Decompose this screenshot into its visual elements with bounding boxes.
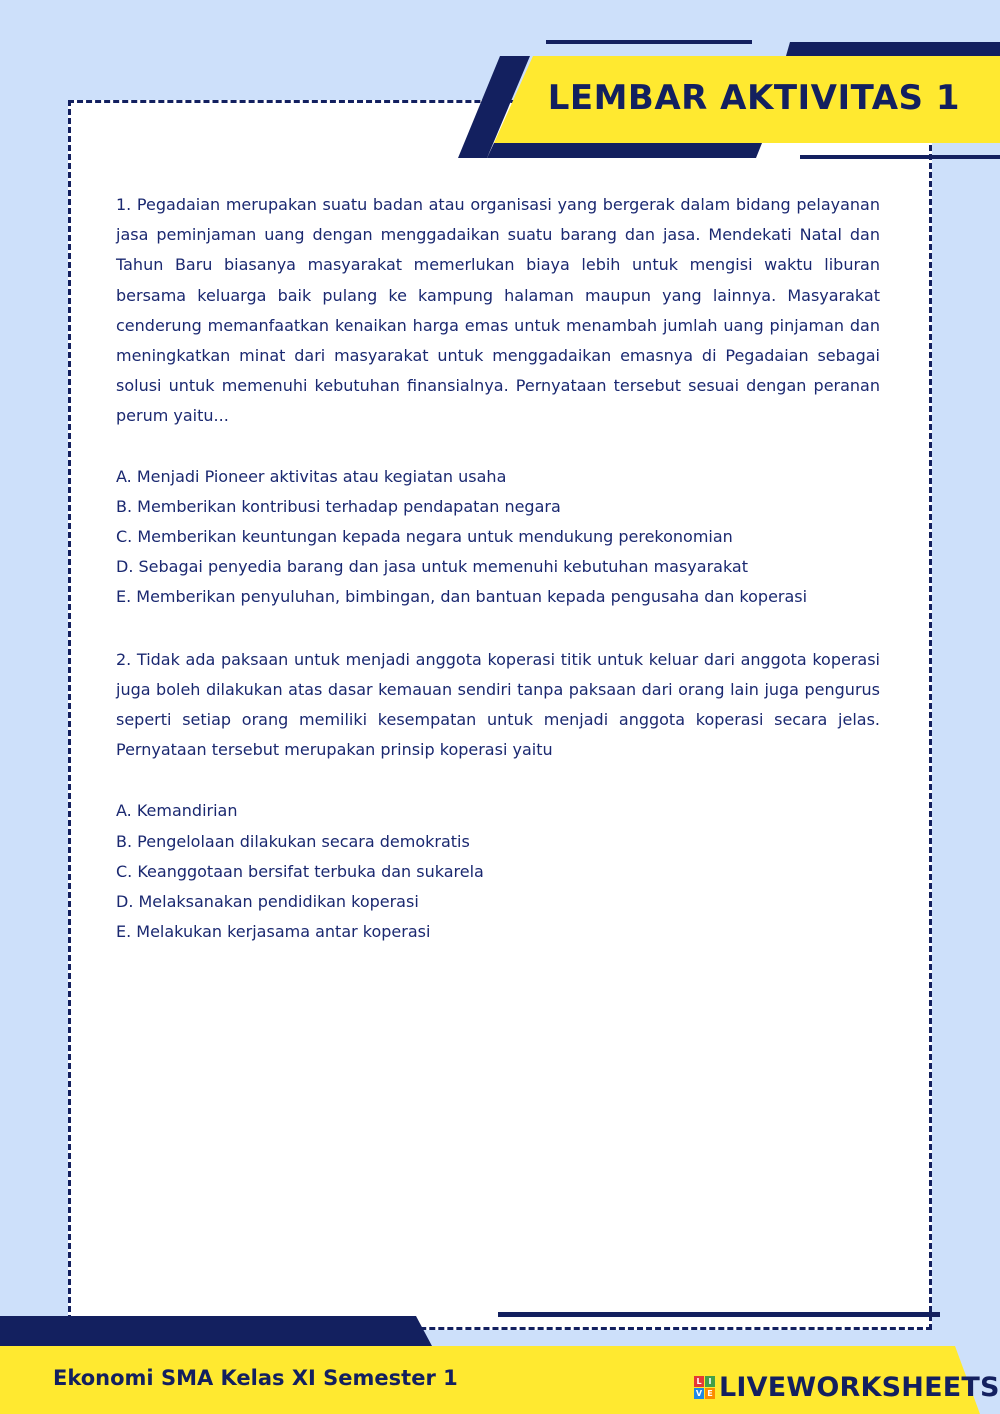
question-2-option-c[interactable]: C. Keanggotaan bersifat terbuka dan sukarela xyxy=(116,861,484,881)
header-top-line xyxy=(546,40,752,44)
logo-letter-i: I xyxy=(705,1376,715,1387)
header-bottom-bar xyxy=(487,143,762,158)
page-title: LEMBAR AKTIVITAS 1 xyxy=(547,78,960,118)
liveworksheets-wordmark: LIVEWORKSHEETS xyxy=(719,1372,1000,1403)
question-1-text: 1. Pegadaian merupakan suatu badan atau organisasi yang bergerak dalam bidang pelayanan jasa peminjaman uang dengan menggadaikan suatu barang dan jasa. Mendekati Natal dan Tahun Baru biasanya masyarakat memerlukan biaya lebih untuk mengisi waktu liburan bersama keluarga baik pulang ke kampung halaman maupun yang lainnya. Masyarakat cenderung memanfaatkan kenaikan harga emas untuk menambah jumlah uang pinjaman dan meningkatkan minat dari masyarakat untuk menggadaikan emasnya di Pegadaian sebagai solusi untuk memenuhi kebutuhan finansialnya. Pernyataan tersebut sesuai dengan peranan perum yaitu... xyxy=(116,195,880,426)
question-1-option-c[interactable]: C. Memberikan keuntungan kepada negara untuk mendukung perekonomian xyxy=(116,527,733,547)
footer-left-bar xyxy=(0,1316,432,1346)
liveworksheets-brand[interactable] xyxy=(694,1372,1000,1403)
footer-top-line xyxy=(498,1312,940,1317)
question-1-option-e[interactable]: E. Memberikan penyuluhan, bimbingan, dan bantuan kepada pengusaha dan koperasi xyxy=(116,587,808,607)
question-2-option-a[interactable]: A. Kemandirian xyxy=(116,801,238,821)
question-2-option-b[interactable]: B. Pengelolaan dilakukan secara demokratis xyxy=(116,831,470,851)
question-1-option-d[interactable]: D. Sebagai penyedia barang dan jasa untuk memenuhi kebutuhan masyarakat xyxy=(116,557,749,577)
header-top-bar xyxy=(786,42,1000,56)
logo-letter-v: V xyxy=(695,1389,703,1398)
header-bottom-line xyxy=(800,155,1000,159)
logo-letter-e: E xyxy=(705,1388,715,1399)
liveworksheets-logo-icon xyxy=(694,1376,715,1399)
footer-subject: Ekonomi SMA Kelas XI Semester 1 xyxy=(53,1366,458,1390)
question-1-option-a[interactable]: A. Menjadi Pioneer aktivitas atau kegiatan usaha xyxy=(116,466,507,486)
question-2-option-e[interactable]: E. Melakukan kerjasama antar koperasi xyxy=(116,922,431,942)
logo-letter-l: L xyxy=(694,1376,704,1387)
worksheet-content xyxy=(116,190,880,947)
question-2-text: 2. Tidak ada paksaan untuk menjadi anggota koperasi titik untuk keluar dari anggota koperasi juga boleh dilakukan atas dasar kemauan sendiri tanpa paksaan dari orang lain juga pengurus seperti setiap orang memiliki kesempatan untuk menjadi anggota koperasi secara jelas. Pernyataan tersebut merupakan prinsip koperasi yaitu xyxy=(116,649,880,760)
question-2-option-d[interactable]: D. Melaksanakan pendidikan koperasi xyxy=(116,892,419,912)
question-1-option-b[interactable]: B. Memberikan kontribusi terhadap pendapatan negara xyxy=(116,496,561,516)
